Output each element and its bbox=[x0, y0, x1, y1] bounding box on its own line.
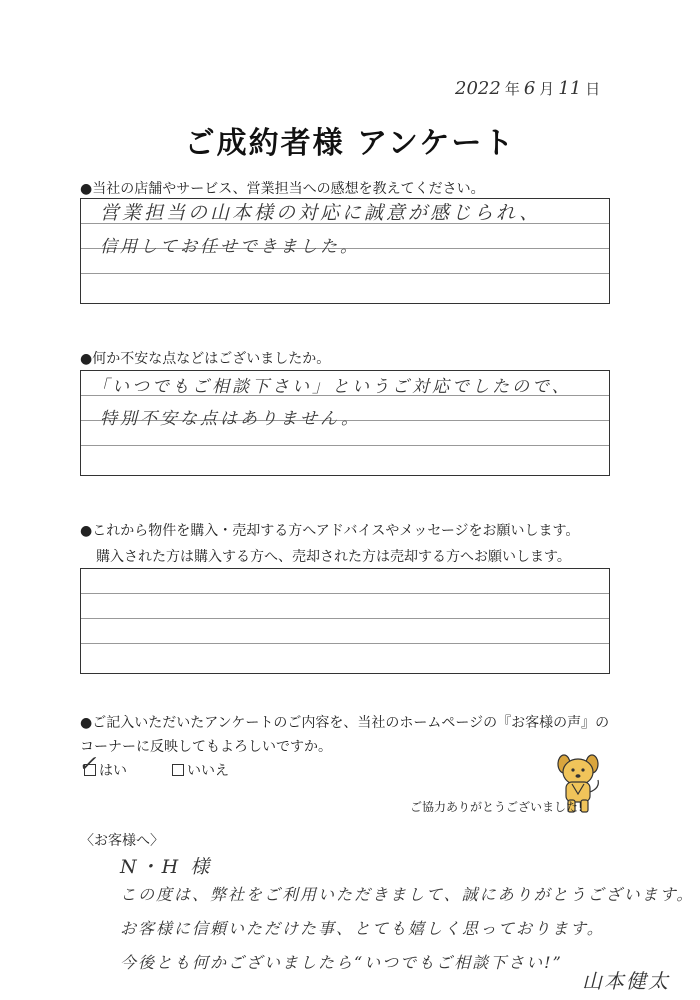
question-1-answer-line-1: 営業担当の山本様の対応に誠意が感じられ、 bbox=[100, 202, 542, 224]
option-no[interactable] bbox=[172, 760, 229, 780]
question-1-answer-line-2: 信用してお任せできました。 bbox=[100, 237, 360, 257]
question-2-label: ●何か不安な点などはございましたか。 bbox=[80, 351, 331, 367]
date-day-unit: 日 bbox=[585, 80, 601, 98]
question-3-answer-box[interactable] bbox=[80, 568, 610, 674]
date-month: 6 bbox=[523, 78, 536, 99]
question-4-label-line-1: ●ご記入いただいたアンケートのご内容を、当社のホームページの『お客様の声』の bbox=[80, 715, 610, 731]
reply-line-2: お客様に信頼いただけた事、とても嬉しく思っております。 bbox=[120, 919, 605, 938]
question-3-sublabel: 購入された方は購入する方へ、売却された方は売却する方へお願いします。 bbox=[96, 549, 571, 565]
no-checkbox[interactable] bbox=[172, 764, 184, 776]
date-year-unit: 年 bbox=[504, 80, 520, 98]
question-2-answer-line-1: 「いつでもご相談下さい」というご対応でしたので、 bbox=[92, 377, 572, 397]
option-yes-label: はい bbox=[99, 763, 127, 779]
question-3-label: ●これから物件を購入・売却する方へアドバイスやメッセージをお願いします。 bbox=[80, 523, 580, 539]
reply-line-3: 今後とも何かございましたら“いつでもご相談下さい!” bbox=[120, 953, 563, 972]
checkmark-icon: ✓ bbox=[78, 752, 97, 777]
date-year: 2022 bbox=[455, 78, 501, 99]
date-day: 11 bbox=[558, 78, 582, 99]
reply-line-1: この度は、弊社をご利用いただきまして、誠にありがとうございます。 bbox=[120, 885, 695, 904]
date-month-unit: 月 bbox=[539, 80, 555, 98]
survey-date bbox=[455, 78, 604, 99]
option-no-label: いいえ bbox=[187, 763, 229, 779]
question-2-answer-line-2: 特別不安な点はありません。 bbox=[100, 409, 362, 429]
staff-signature: 山本健太 bbox=[582, 969, 670, 993]
customer-name: N・H 様 bbox=[120, 856, 213, 878]
page-title: ご成約者様 アンケート bbox=[184, 126, 516, 161]
thanks-message: ご協力ありがとうございました! bbox=[410, 800, 583, 814]
question-1-label: ●当社の店舗やサービス、営業担当への感想を教えてください。 bbox=[80, 181, 485, 197]
reply-heading: 〈お客様へ〉 bbox=[80, 833, 164, 849]
question-4-label-line-2: コーナーに反映してもよろしいですか。 bbox=[80, 739, 332, 755]
